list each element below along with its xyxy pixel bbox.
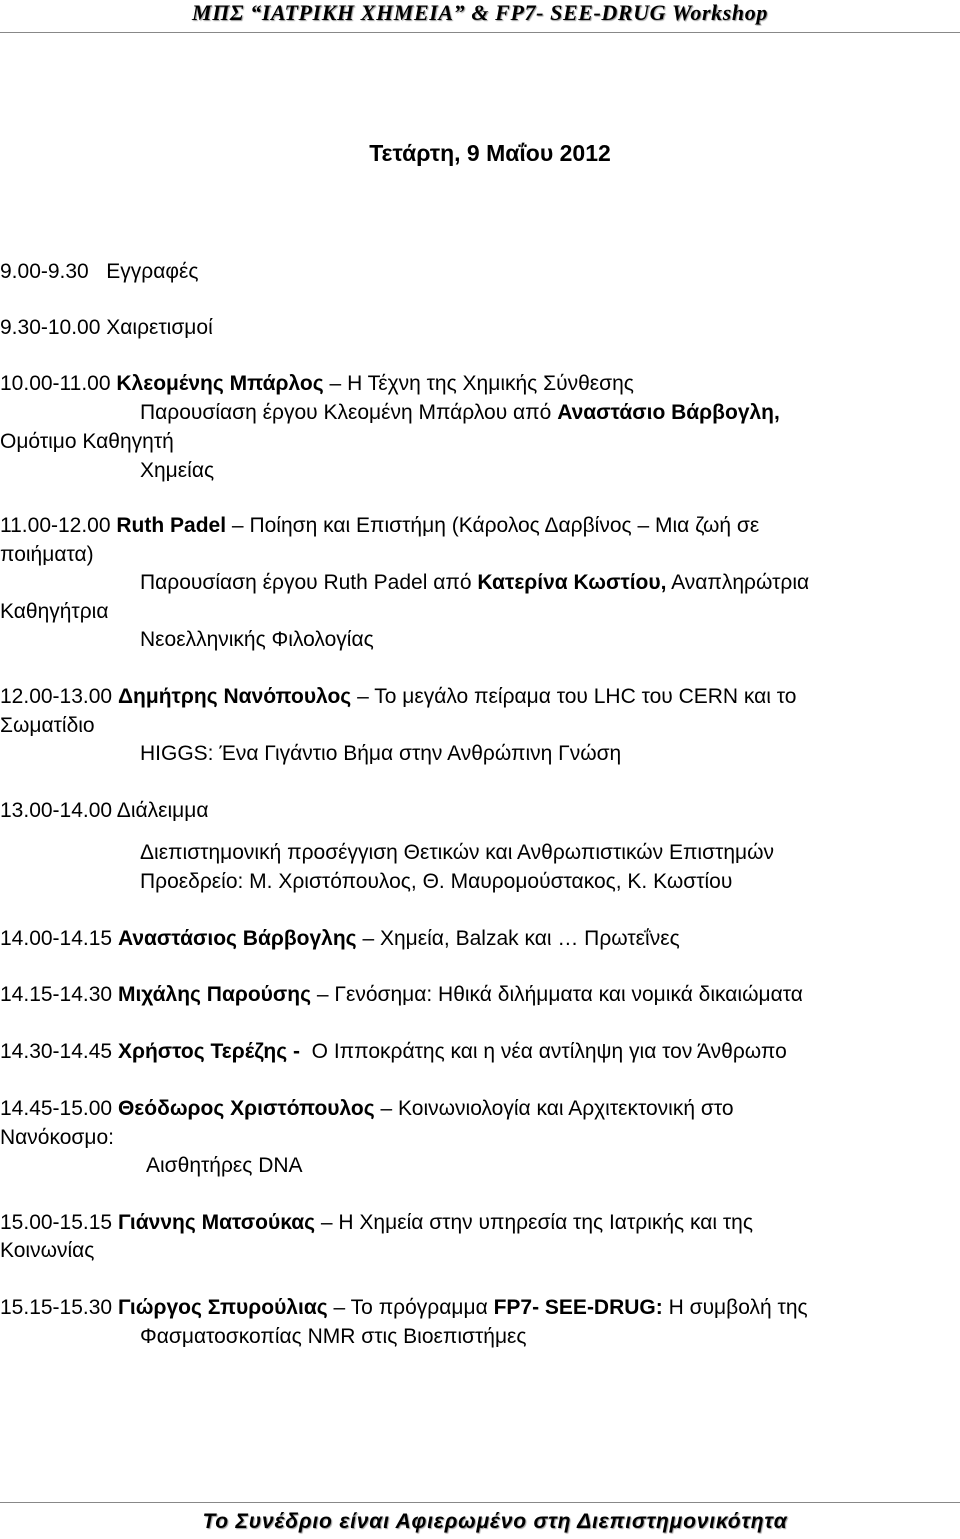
session-title: Διεπιστημονική προσέγγιση Θετικών και Ανθρωπιστικών Επιστημών bbox=[140, 841, 775, 864]
dash: – bbox=[380, 1097, 393, 1120]
time: 15.00-15.15 bbox=[0, 1211, 113, 1234]
item-title: Διάλειμμα bbox=[116, 799, 209, 822]
item-title: Χαιρετισμοί bbox=[106, 316, 213, 339]
speaker: Κλεομένης Μπάρλος bbox=[116, 372, 324, 395]
session-chairs: Προεδρείο: Μ. Χριστόπουλος, Θ. Μαυρομούστακος, Κ. Κωστίου bbox=[140, 870, 733, 893]
talk-title-cont: HIGGS: Ένα Γιγάντιο Βήμα στην Ανθρώπινη Γνώση bbox=[140, 742, 622, 765]
time: 14.00-14.15 bbox=[0, 927, 113, 950]
time: 14.45-15.00 bbox=[0, 1097, 113, 1120]
talk-title: Χημεία, Balzak και … Πρωτεΐνες bbox=[379, 927, 680, 950]
dash: – bbox=[320, 1211, 333, 1234]
talk-title: Η Τέχνη της Χημικής Σύνθεσης bbox=[347, 372, 634, 395]
talk-title: Ποίηση και Επιστήμη (Κάρολος Δαρβίνος – Μια ζωή σε bbox=[249, 514, 760, 537]
time: 13.00-14.00 bbox=[0, 799, 113, 822]
schedule-item-padel bbox=[0, 511, 759, 541]
schedule-item-barlos bbox=[0, 369, 634, 399]
talk-title: Το μεγάλο πείραμα του LHC του CERN και το bbox=[374, 685, 797, 708]
time: 14.15-14.30 bbox=[0, 983, 113, 1006]
presenter: Κατερίνα Κωστίου, bbox=[477, 571, 667, 594]
speaker: Δημήτρης Νανόπουλος bbox=[117, 685, 352, 708]
talk-title: Η Χημεία στην υπηρεσία της Ιατρικής και της bbox=[338, 1211, 753, 1234]
page-footer bbox=[0, 1508, 960, 1536]
presentation-line bbox=[140, 568, 809, 598]
schedule-item-varvoglis bbox=[0, 924, 680, 954]
header-divider bbox=[0, 32, 960, 33]
time: 10.00-11.00 bbox=[0, 372, 111, 395]
presentation-line bbox=[140, 398, 780, 428]
dash: – bbox=[362, 927, 375, 950]
schedule-item-terezis bbox=[0, 1037, 787, 1067]
talk-title: Ο Ιπποκράτης και η νέα αντίληψη για τον Άνθρωπο bbox=[311, 1040, 787, 1063]
dash: – bbox=[357, 685, 369, 708]
talk-title-cont: Σωματίδιο bbox=[0, 714, 95, 737]
header-title: ΜΠΣ “ΙΑΤΡΙΚΗ ΧΗΜΕΙΑ” & FP7- SEE-DRUG Workshop bbox=[192, 0, 768, 25]
speaker: Ruth Padel bbox=[116, 514, 227, 537]
program-name: FP7- SEE-DRUG: bbox=[493, 1296, 663, 1319]
presenter-role-cont: Χημείας bbox=[140, 459, 215, 482]
dash: – bbox=[329, 372, 342, 395]
time: 11.00-12.00 bbox=[0, 514, 111, 537]
dash: – bbox=[231, 514, 244, 537]
item-title: Εγγραφές bbox=[106, 260, 199, 283]
schedule-item-spyroulias bbox=[0, 1293, 808, 1323]
talk-title: Κοινωνιολογία και Αρχιτεκτονική στο bbox=[398, 1097, 734, 1120]
presentation-text: Παρουσίαση έργου Ruth Padel από bbox=[140, 571, 472, 594]
talk-title: Γενόσημα: Ηθικά διλήμματα και νομικά δικαιώματα bbox=[334, 983, 803, 1006]
page-header bbox=[0, 0, 960, 30]
talk-title-cont: Φασματοσκοπίας NMR στις Βιοεπιστήμες bbox=[140, 1325, 527, 1348]
footer-divider bbox=[0, 1502, 960, 1503]
time: 12.00-13.00 bbox=[0, 685, 113, 708]
presenter-role-cont: Νεοελληνικής Φιλολογίας bbox=[140, 628, 374, 651]
talk-title-cont: Κοινωνίας bbox=[0, 1239, 95, 1262]
speaker: Μιχάλης Παρούσης bbox=[117, 983, 312, 1006]
time: 9.30-10.00 bbox=[0, 316, 101, 339]
footer-text: Το Συνέδριο είναι Αφιερωμένο στη Διεπιστημονικότητα bbox=[202, 1510, 788, 1533]
schedule-item-christopoulos bbox=[0, 1094, 734, 1124]
talk-title-cont: ποιήματα) bbox=[0, 543, 94, 566]
talk-title-cont: Νανόκοσμο: bbox=[0, 1126, 114, 1149]
schedule-item-break bbox=[0, 796, 209, 826]
time: 9.00-9.30 bbox=[0, 260, 89, 283]
talk-title-part: Η συμβολή της bbox=[668, 1296, 808, 1319]
schedule-item-parousis bbox=[0, 980, 803, 1010]
schedule-item-matsoukas bbox=[0, 1208, 753, 1238]
time: 15.15-15.30 bbox=[0, 1296, 113, 1319]
talk-title-cont: Αισθητήρες DNA bbox=[146, 1154, 303, 1177]
speaker: Γιάννης Ματσούκας bbox=[117, 1211, 316, 1234]
presenter-role: Ομότιμο Καθηγητή bbox=[0, 430, 174, 453]
talk-title: Το πρόγραμμα bbox=[350, 1296, 488, 1319]
schedule-item-nanopoulos bbox=[0, 682, 796, 712]
page-date: Τετάρτη, 9 Μαΐου 2012 bbox=[369, 140, 611, 166]
speaker: Θεόδωρος Χριστόπουλος bbox=[117, 1097, 375, 1120]
presenter-role-cont: Καθηγήτρια bbox=[0, 600, 109, 623]
presenter: Αναστάσιο Βάρβογλη, bbox=[557, 401, 780, 424]
speaker: Γιώργος Σπυρούλιας bbox=[117, 1296, 328, 1319]
schedule-item-registration bbox=[0, 257, 198, 287]
presentation-text: Παρουσίαση έργου Κλεομένη Μπάρλου από bbox=[140, 401, 552, 424]
dash: – bbox=[316, 983, 329, 1006]
speaker: Χρήστος Τερέζης bbox=[117, 1040, 288, 1063]
presenter-role: Αναπληρώτρια bbox=[671, 571, 810, 594]
dash: - bbox=[292, 1040, 300, 1063]
time: 14.30-14.45 bbox=[0, 1040, 113, 1063]
speaker: Αναστάσιος Βάρβογλης bbox=[117, 927, 357, 950]
schedule-item-greetings bbox=[0, 313, 213, 343]
dash: – bbox=[333, 1296, 346, 1319]
